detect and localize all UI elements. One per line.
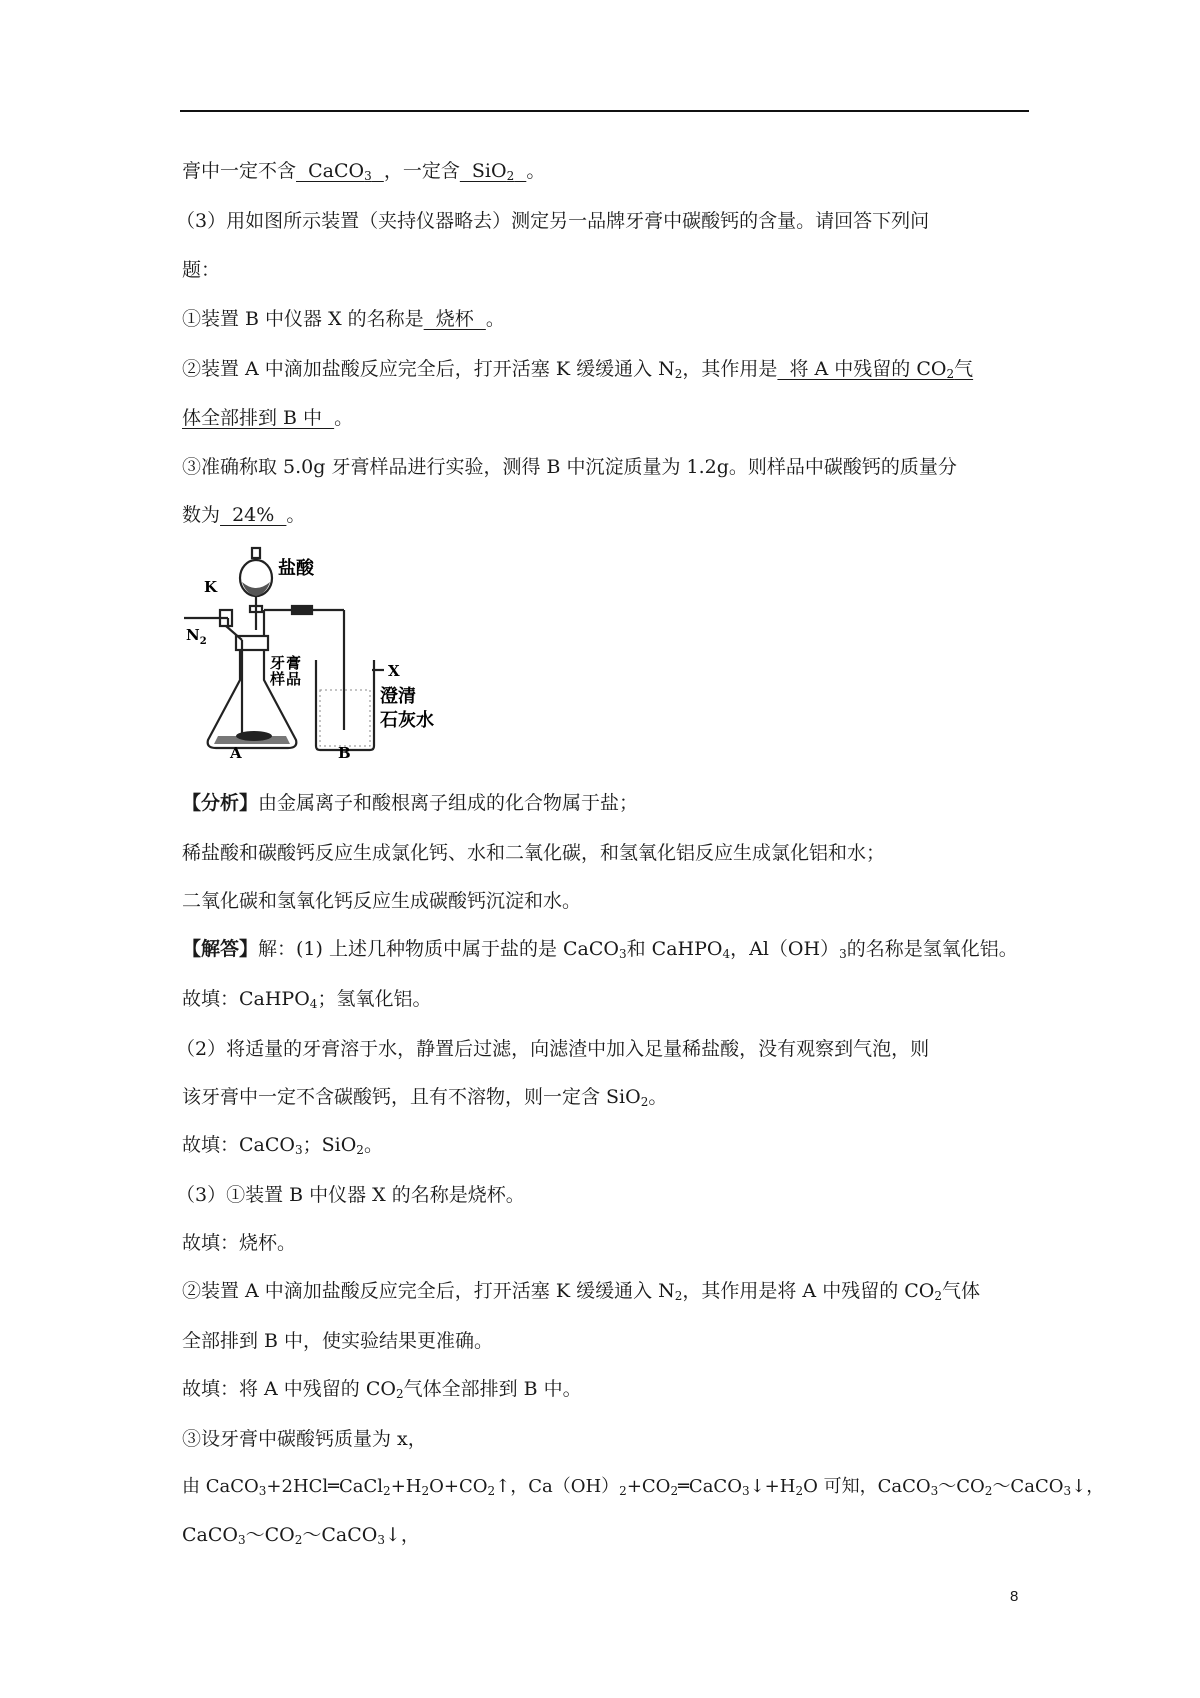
analysis-line3: 二氧化碳和氢氧化钙反应生成碳酸钙沉淀和水。 <box>182 890 582 912</box>
q3-sub3-line1: ③准确称取 5.0g 牙膏样品进行实验，测得 B 中沉淀质量为 1.2g。则样品中碳酸钙的质量分 <box>182 456 957 478</box>
analysis-line2: 稀盐酸和碳酸钙反应生成氯化钙、水和二氧化碳，和氢氧化铝反应生成氯化铝和水； <box>182 842 886 864</box>
header-rule <box>180 110 1029 112</box>
q3-sub1: ①装置 B 中仪器 X 的名称是 烧杯 。 <box>182 308 505 330</box>
analysis-heading: 【分析】 <box>182 792 259 814</box>
answer-blank-sio2: SiO$_2$ <box>459 160 515 183</box>
answer-blank-caco3: CaCO$_3$ <box>296 160 372 183</box>
analysis-line1: 【分析】由金属离子和酸根离子组成的化合物属于盐； <box>182 792 639 814</box>
answer-line1: 【解答】解：(1) 上述几种物质中属于盐的是 CaCO$_3$和 CaHPO$_4$，$Al(OH)_3$的名称是氢氧化铝。 <box>182 938 1018 961</box>
q3-intro-1: （3）用如图所示装置（夹持仪器略去）测定另一品牌牙膏中碳酸钙的含量。请回答下列问 <box>176 210 930 232</box>
answer-line5: 故填：CaCO$_3$；SiO$_2$。 <box>182 1134 383 1157</box>
q3-sub2-line1: ②装置 A 中滴加盐酸反应完全后，打开活塞 K 缓缓通入 $N_2$，其作用是 将 A 中残留的 $CO_2$气 <box>182 358 974 381</box>
answer-blank-beaker: 烧杯 <box>423 308 486 330</box>
hcl-liquid <box>242 582 270 596</box>
sample-solid <box>236 731 272 741</box>
answer-blank-percent: 24% <box>220 504 287 526</box>
answer-line12-equations: 由 $CaCO_3+2HCl═CaCl_2+H_2O+CO_2↑$，$Ca(OH)_2+CO_2═CaCO_3↓+H_2O$ 可知，$CaCO_3\sim CO_2\sim CaCO_3↓$， <box>182 1476 1105 1498</box>
label-limewater-1: 澄清 <box>380 686 416 707</box>
answer-line6: （3）①装置 B 中仪器 X 的名称是烧杯。 <box>176 1184 525 1206</box>
funnel-stopper <box>252 548 260 558</box>
answer-blank-purpose: 将 A 中残留的 $CO_2$气 <box>777 358 974 381</box>
apparatus-figure <box>184 540 462 760</box>
q3-sub2-line2: 体全部排到 B 中 。 <box>182 407 354 429</box>
q3-sub3-line2: 数为 24% 。 <box>182 504 306 526</box>
label-sample-1: 牙 <box>270 654 286 672</box>
text: 膏中一定不含 <box>182 160 297 182</box>
label-hcl: 盐酸 <box>278 558 314 579</box>
answer-heading: 【解答】 <box>182 938 259 960</box>
rubber-connector <box>292 606 312 614</box>
label-b: B <box>338 744 351 760</box>
answer-line9: 全部排到 B 中，使实验结果更准确。 <box>182 1330 494 1352</box>
label-sample-3: 样 <box>270 670 286 688</box>
inlet-connector <box>226 626 242 640</box>
answer-line8: ②装置 A 中滴加盐酸反应完全后，打开活塞 K 缓缓通入 $N_2$，其作用是将 A 中残留的 $CO_2$气体 <box>182 1280 981 1303</box>
page-number: 8 <box>1010 1588 1019 1605</box>
answer-blank-purpose-cont: 体全部排到 B 中 <box>182 407 335 429</box>
answer-line11: ③设牙膏中碳酸钙质量为 x， <box>182 1428 427 1450</box>
label-sample-4: 品 <box>286 670 302 688</box>
q2-answer-line: 膏中一定不含 CaCO$_3$ ，一定含 SiO$_2$ 。 <box>182 160 546 183</box>
label-a: A <box>230 744 242 760</box>
answer-line3: （2）将适量的牙膏溶于水，静置后过滤，向滤渣中加入足量稀盐酸，没有观察到气泡，则 <box>176 1038 930 1060</box>
text: ，一定含 <box>383 160 460 182</box>
label-x: X <box>388 662 400 680</box>
answer-line2: 故填：CaHPO$_4$；氢氧化铝。 <box>182 988 432 1011</box>
label-k: K <box>204 578 218 596</box>
answer-line10: 故填：将 A 中残留的 $CO_2$气体全部排到 B 中。 <box>182 1378 582 1401</box>
answer-line13: $CaCO_3\sim CO_2\sim CaCO_3↓$， <box>182 1524 420 1547</box>
label-sample-2: 膏 <box>286 654 302 672</box>
label-limewater-2: 石灰水 <box>380 710 434 731</box>
q3-intro-2: 题： <box>182 259 221 281</box>
answer-line7: 故填：烧杯。 <box>182 1232 297 1254</box>
label-n2: $N_2$ <box>186 626 207 647</box>
answer-line4: 该牙膏中一定不含碳酸钙，且有不溶物，则一定含 SiO$_2$。 <box>182 1086 668 1109</box>
